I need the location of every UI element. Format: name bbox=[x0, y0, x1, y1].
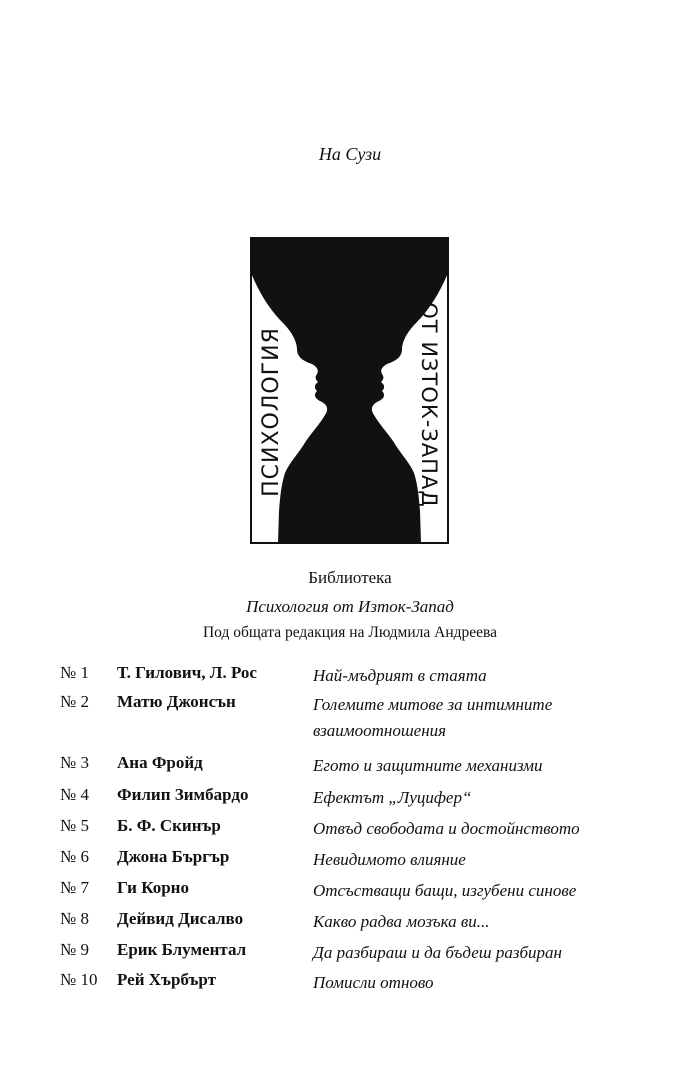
rubin-vase-faces-icon bbox=[250, 237, 449, 544]
book-row bbox=[0, 816, 700, 842]
book-number: № 2 bbox=[60, 692, 89, 711]
book-author: Т. Гилович, Л. Рос bbox=[117, 663, 257, 682]
book-number: № 8 bbox=[60, 909, 89, 928]
dedication: На Сузи bbox=[318, 144, 382, 164]
logo-left-text: ПСИХОЛОГИЯ bbox=[259, 327, 284, 497]
book-title: Отсъстващи бащи, изгубени синове bbox=[313, 881, 577, 900]
series-logo bbox=[250, 237, 449, 544]
book-number: № 1 bbox=[60, 663, 89, 682]
book-author: Ерик Блументал bbox=[117, 940, 247, 959]
book-author: Филип Зимбардо bbox=[117, 785, 249, 804]
logo-right-text: ОТ ИЗТОК-ЗАПАД bbox=[417, 302, 441, 508]
book-number: № 5 bbox=[60, 816, 89, 835]
book-title: Невидимото влияние bbox=[313, 850, 466, 869]
book-row bbox=[0, 692, 700, 740]
book-author: Матю Джонсън bbox=[117, 692, 236, 711]
series-name: Библиотека bbox=[308, 568, 392, 587]
book-number: № 4 bbox=[60, 785, 89, 804]
book-title: Най-мъдрият в стаята bbox=[313, 666, 487, 685]
book-number: № 7 bbox=[60, 878, 89, 897]
book-number: № 3 bbox=[60, 753, 89, 772]
book-title: Какво радва мозъка ви... bbox=[313, 912, 490, 931]
series-editor: Под общата редакция на Людмила Андреева bbox=[202, 624, 498, 641]
book-row bbox=[0, 878, 700, 904]
book-author: Ана Фройд bbox=[117, 753, 203, 772]
series-title: Психология от Изток-Запад bbox=[246, 597, 454, 616]
book-row bbox=[0, 970, 700, 996]
book-row bbox=[0, 909, 700, 935]
book-row bbox=[0, 847, 700, 873]
book-number: № 10 bbox=[60, 970, 98, 989]
book-author: Джона Бъргър bbox=[117, 847, 230, 866]
book-title: Големите митове за интимните взаимоотношения bbox=[313, 695, 553, 740]
book-row bbox=[0, 785, 700, 811]
book-author: Ги Корно bbox=[117, 878, 189, 897]
book-row bbox=[0, 753, 700, 779]
book-author: Б. Ф. Скинър bbox=[117, 816, 221, 835]
book-title: Да разбираш и да бъдеш разбиран bbox=[313, 943, 562, 962]
book-row bbox=[0, 663, 700, 689]
book-title: Отвъд свободата и достойнството bbox=[313, 819, 580, 838]
book-author: Дейвид Дисалво bbox=[117, 909, 244, 928]
book-title: Ефектът „Луцифер“ bbox=[313, 788, 472, 807]
book-title: Егото и защитните механизми bbox=[313, 756, 543, 775]
book-number: № 9 bbox=[60, 940, 89, 959]
book-number: № 6 bbox=[60, 847, 89, 866]
book-author: Рей Хърбърт bbox=[117, 970, 216, 989]
book-row bbox=[0, 940, 700, 966]
book-title: Помисли отново bbox=[313, 973, 434, 992]
